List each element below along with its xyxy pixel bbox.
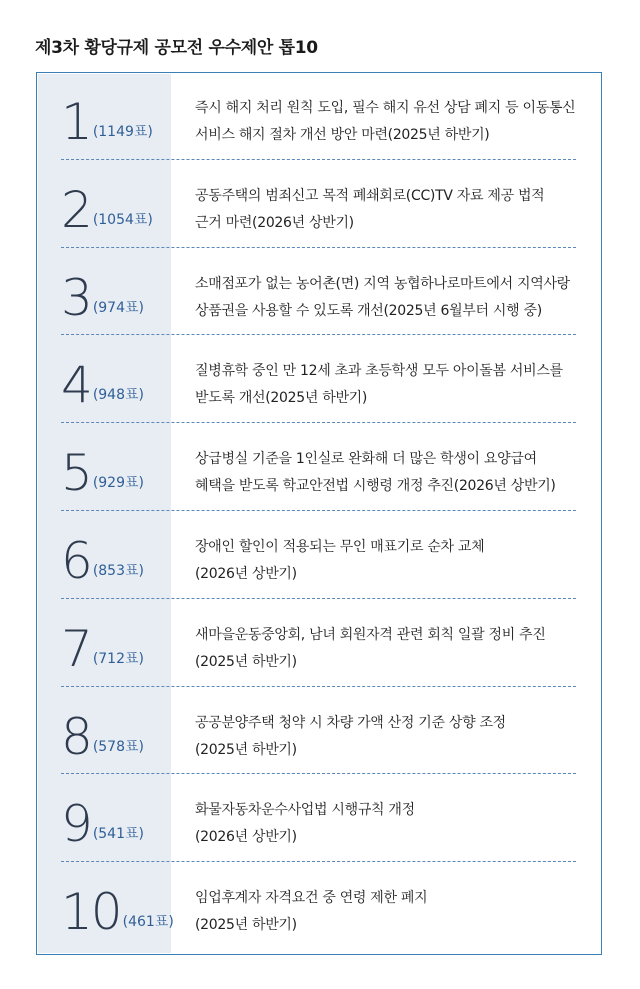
- rank-label: [61, 179, 153, 239]
- row-divider: [61, 861, 576, 862]
- rank-number: 3: [61, 268, 91, 327]
- vote-count: (1149표): [92, 124, 153, 140]
- vote-count: (948표): [92, 387, 144, 404]
- proposal-line: (2026년 상반기): [195, 566, 297, 582]
- vote-count: (1054표): [92, 211, 153, 228]
- row-divider: [61, 686, 576, 687]
- vote-count: (541표): [92, 826, 144, 843]
- rank-number: 2: [61, 180, 91, 239]
- proposal-line: 혜택을 받도록 학교안전법 시행령 개정 추진(2026년 상반기): [195, 478, 556, 495]
- proposal-line: 새마을운동중앙회, 남녀 회원자격 관련 회칙 일괄 정비 추진: [195, 626, 546, 643]
- rank-label: [61, 881, 174, 942]
- proposal-line: (2026년 상반기): [195, 829, 297, 846]
- proposal-line: (2025년 하반기): [195, 653, 297, 670]
- rank-number: 6: [61, 532, 91, 590]
- vote-count: (461표): [122, 914, 174, 931]
- list-item: [37, 512, 601, 599]
- list-item: [37, 424, 601, 511]
- proposal-line: 즉시 해지 처리 원칙 도입, 필수 해지 유선 상담 폐지 등 이동통신: [195, 100, 576, 116]
- proposal-text: [195, 622, 595, 676]
- proposal-line: 화물자동차운수사업법 시행규칙 개정: [195, 802, 415, 819]
- top10-list: [36, 72, 602, 955]
- row-divider: [61, 510, 576, 511]
- row-divider: [61, 422, 576, 423]
- proposal-line: 공동주택의 범죄신고 목적 폐쇄회로(CC)TV 자료 제공 법적: [195, 187, 545, 204]
- proposal-line: (2025년 하반기): [195, 917, 297, 934]
- proposal-text: [195, 183, 595, 237]
- proposal-text: [195, 885, 595, 939]
- row-divider: [61, 773, 576, 774]
- rank-number: 8: [61, 707, 91, 766]
- proposal-line: 상급병실 기준을 1인실로 완화해 더 많은 학생이 요양급여: [195, 451, 537, 468]
- proposal-text: [195, 710, 595, 764]
- vote-count: (578표): [92, 738, 144, 755]
- rank-number: 5: [61, 444, 91, 503]
- proposal-line: 소매점포가 없는 농어촌(면) 지역 농협하나로마트에서 지역사랑: [195, 275, 570, 292]
- vote-count: (712표): [92, 650, 144, 667]
- rank-label: [61, 442, 144, 503]
- rank-number: 7: [61, 619, 91, 678]
- proposal-line: 근거 마련(2026년 상반기): [195, 214, 354, 231]
- list-item: [37, 249, 601, 336]
- rank-label: [61, 618, 144, 678]
- rank-label: [61, 91, 153, 151]
- rank-label: [61, 793, 144, 854]
- proposal-line: (2025년 하반기): [195, 741, 297, 758]
- row-divider: [61, 159, 576, 160]
- page-title: 제3차 황당규제 공모전 우수제안 톱10: [35, 38, 318, 58]
- proposal-line: 임업후계자 자격요건 중 연령 제한 폐지: [195, 890, 428, 907]
- proposal-line: 장애인 할인이 적용되는 무인 매표기로 순차 교체: [195, 539, 485, 555]
- proposal-line: 받도록 개선(2025년 하반기): [195, 390, 368, 407]
- list-item: [37, 336, 601, 423]
- rank-label: [61, 530, 144, 590]
- rank-number: 1: [61, 93, 91, 151]
- proposal-text: [195, 446, 595, 500]
- vote-count: (853표): [92, 563, 144, 579]
- proposal-text: [195, 95, 595, 149]
- proposal-line: 서비스 해지 절차 개선 방안 마련(2025년 하반기): [195, 127, 490, 143]
- list-item: [37, 863, 601, 950]
- proposal-line: 공공분양주택 청약 시 차량 가액 산정 기준 상향 조정: [195, 714, 506, 731]
- proposal-text: [195, 358, 595, 412]
- proposal-line: 상품권을 사용할 수 있도록 개선(2025년 6월부터 시행 중): [195, 302, 542, 319]
- list-item: [37, 73, 601, 160]
- list-item: [37, 161, 601, 248]
- list-item: [37, 600, 601, 687]
- proposal-text: [195, 271, 595, 325]
- list-item: [37, 775, 601, 862]
- rank-label: [61, 706, 144, 766]
- rank-number: 10: [61, 883, 121, 942]
- vote-count: (929표): [92, 475, 144, 492]
- proposal-line: 질병휴학 중인 만 12세 초과 초등학생 모두 아이돌봄 서비스를: [195, 363, 563, 380]
- rank-label: [61, 267, 144, 327]
- row-divider: [61, 334, 576, 335]
- list-item: [37, 688, 601, 775]
- proposal-text: [195, 534, 595, 588]
- vote-count: (974표): [92, 299, 144, 316]
- rank-number: 4: [61, 356, 91, 415]
- rank-label: [61, 354, 144, 415]
- row-divider: [61, 247, 576, 248]
- proposal-text: [195, 797, 595, 851]
- row-divider: [61, 598, 576, 599]
- rank-number: 9: [61, 795, 91, 854]
